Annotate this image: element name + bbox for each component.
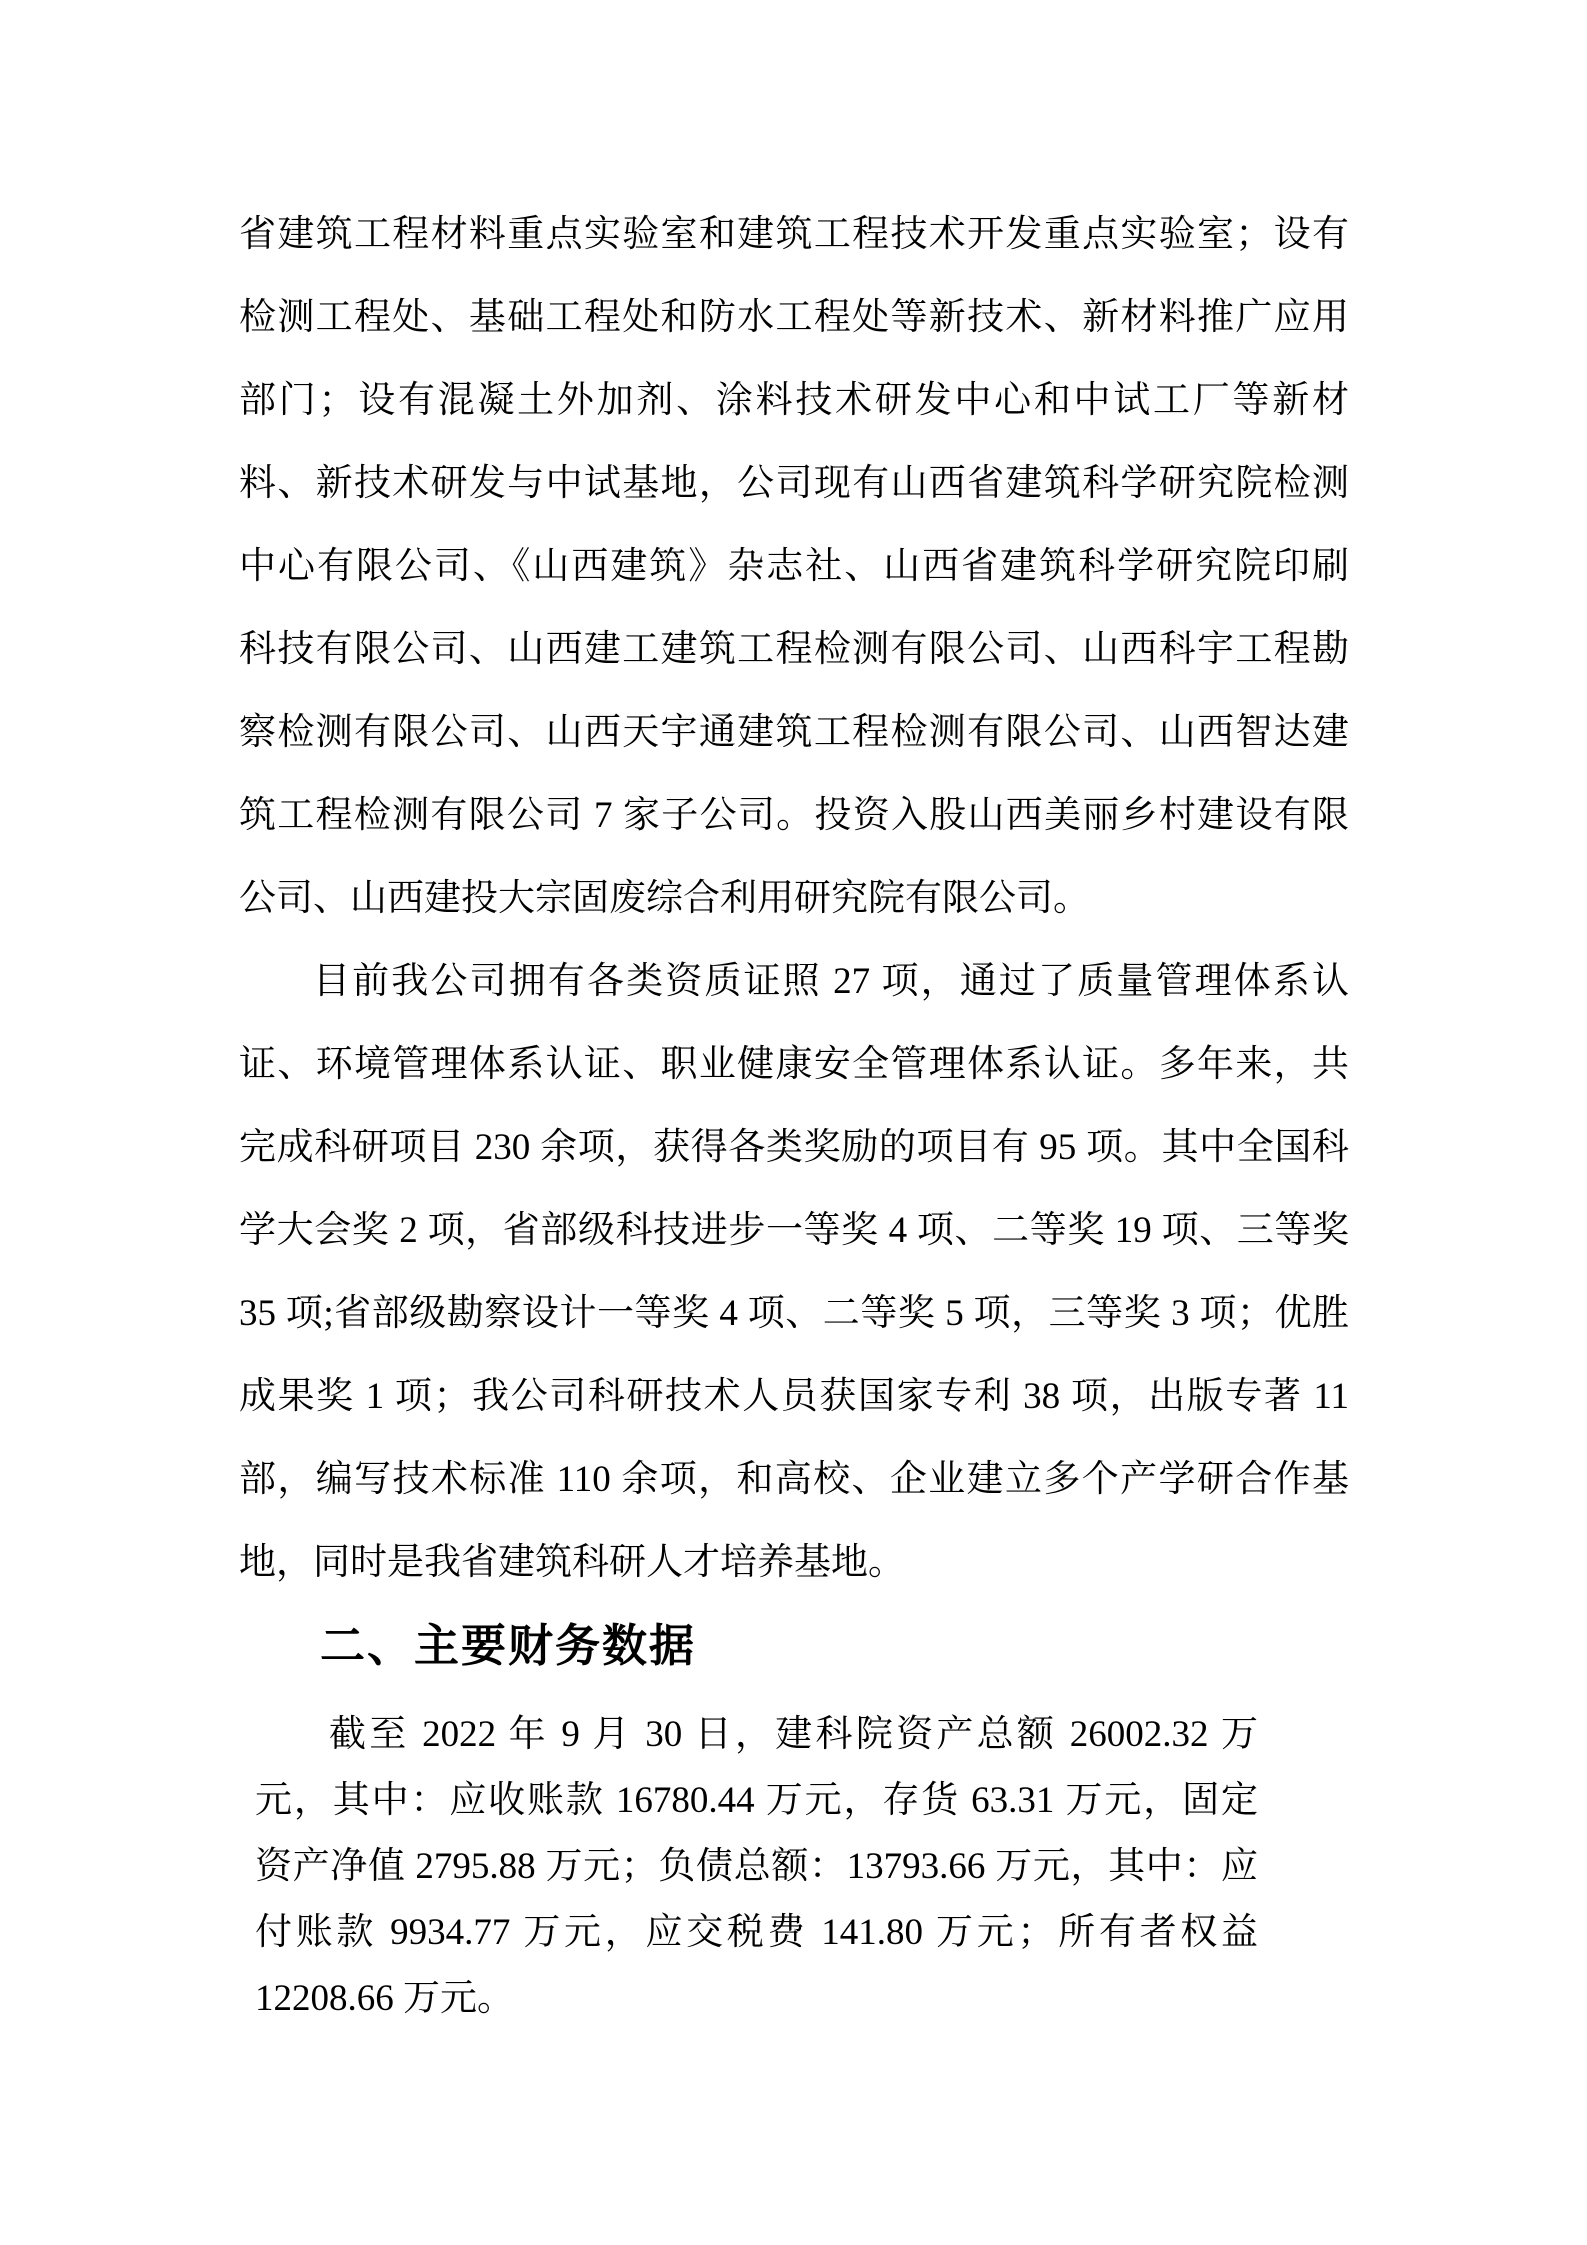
paragraph-line: 元，其中：应收账款 16780.44 万元，存货 63.31 万元，固定 bbox=[255, 1780, 1258, 1821]
paragraph-line: 目前我公司拥有各类资质证照 27 项，通过了质量管理体系认 bbox=[313, 961, 1349, 1002]
section-heading: 二、主要财务数据 bbox=[320, 1620, 697, 1671]
paragraph-line: 成果奖 1 项；我公司科研技术人员获国家专利 38 项，出版专著 11 bbox=[239, 1376, 1349, 1417]
achievements-paragraph bbox=[239, 940, 1349, 1604]
paragraph-line: 证、环境管理体系认证、职业健康安全管理体系认证。多年来，共 bbox=[239, 1044, 1349, 1085]
paragraph-line: 料、新技术研发与中试基地，公司现有山西省建筑科学研究院检测 bbox=[239, 463, 1349, 504]
paragraph-line: 察检测有限公司、山西天宇通建筑工程检测有限公司、山西智达建 bbox=[239, 712, 1349, 753]
paragraph-line: 学大会奖 2 项，省部级科技进步一等奖 4 项、二等奖 19 项、三等奖 bbox=[239, 1210, 1349, 1251]
paragraph-line: 中心有限公司、《山西建筑》杂志社、山西省建筑科学研究院印刷 bbox=[239, 546, 1349, 587]
paragraph-line: 部，编写技术标准 110 余项，和高校、企业建立多个产学研合作基 bbox=[239, 1459, 1349, 1500]
paragraph-line: 35 项;省部级勘察设计一等奖 4 项、二等奖 5 项，三等奖 3 项；优胜 bbox=[239, 1293, 1349, 1334]
intro-paragraph bbox=[239, 193, 1349, 940]
paragraph-line: 付账款 9934.77 万元，应交税费 141.80 万元；所有者权益 bbox=[255, 1912, 1258, 1953]
paragraph-line: 省建筑工程材料重点实验室和建筑工程技术开发重点实验室；设有 bbox=[239, 214, 1349, 255]
paragraph-line: 12208.66 万元。 bbox=[255, 1978, 514, 2019]
paragraph-line: 截至 2022 年 9 月 30 日，建科院资产总额 26002.32 万 bbox=[329, 1714, 1258, 1755]
paragraph-line: 科技有限公司、山西建工建筑工程检测有限公司、山西科宇工程勘 bbox=[239, 629, 1349, 670]
paragraph-line: 部门；设有混凝土外加剂、涂料技术研发中心和中试工厂等新材 bbox=[239, 380, 1349, 421]
paragraph-line: 资产净值 2795.88 万元；负债总额：13793.66 万元，其中：应 bbox=[255, 1846, 1258, 1887]
paragraph-line: 地，同时是我省建筑科研人才培养基地。 bbox=[239, 1542, 905, 1583]
paragraph-line: 检测工程处、基础工程处和防水工程处等新技术、新材料推广应用 bbox=[239, 297, 1349, 338]
paragraph-line: 筑工程检测有限公司 7 家子公司。投资入股山西美丽乡村建设有限 bbox=[239, 795, 1349, 836]
paragraph-line: 公司、山西建投大宗固废综合利用研究院有限公司。 bbox=[239, 878, 1090, 919]
financial-paragraph bbox=[255, 1702, 1258, 2032]
paragraph-line: 完成科研项目 230 余项，获得各类奖励的项目有 95 项。其中全国科 bbox=[239, 1127, 1349, 1168]
